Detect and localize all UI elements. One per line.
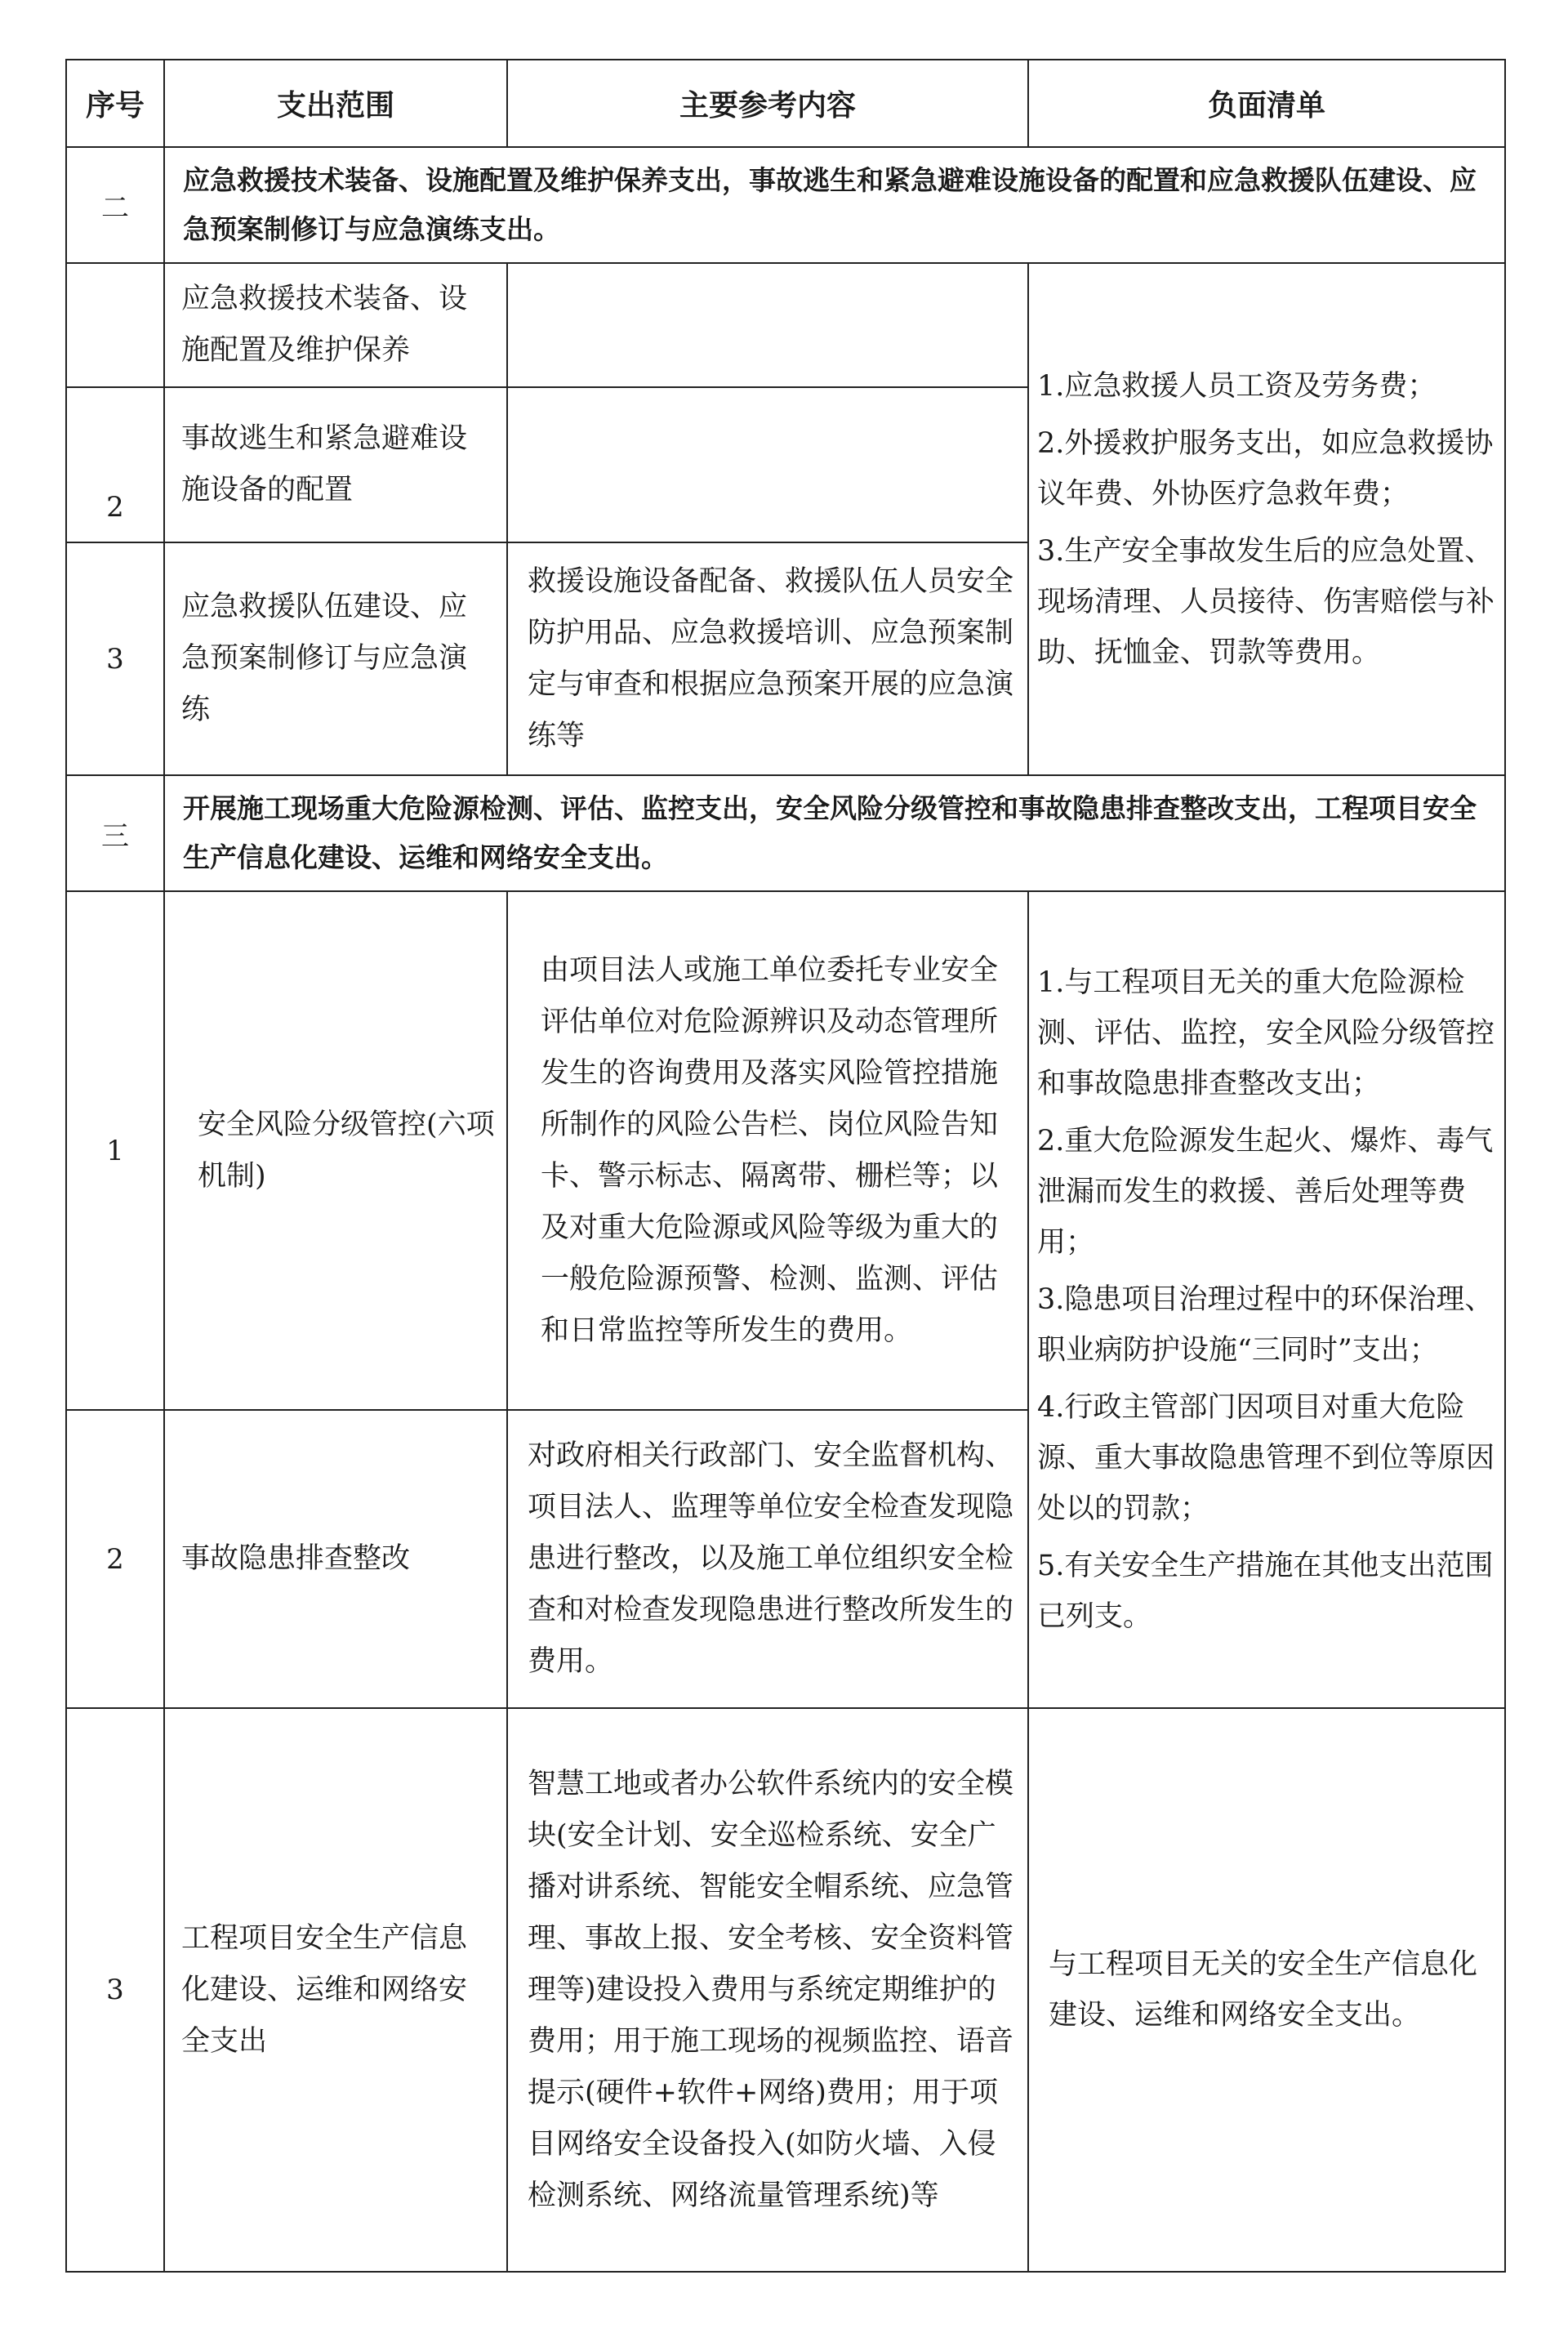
row-negative (1028, 891, 1505, 1708)
section-number: 三 (66, 775, 164, 891)
table-row (66, 263, 1505, 387)
row-scope: 安全风险分级管控(六项机制) (164, 891, 507, 1410)
section-title: 应急救援技术装备、设施配置及维护保养支出，事故逃生和紧急避难设施设备的配置和应急救援队伍建设、应急预案制修订与应急演练支出。 (164, 147, 1505, 263)
table-row (66, 891, 1505, 1410)
expense-table (65, 59, 1506, 2273)
row-negative (1028, 263, 1505, 775)
section-title-row (66, 775, 1505, 891)
row-number: 3 (66, 542, 164, 775)
negative-item: 1.与工程项目无关的重大危险源检测、评估、监控，安全风险分级管控和事故隐患排查整改支出； (1037, 966, 1495, 1100)
row-number: 2 (66, 387, 164, 542)
negative-item: 2.重大危险源发生起火、爆炸、毒气泄漏而发生的救援、善后处理等费用； (1037, 1125, 1494, 1259)
table-row (66, 1708, 1505, 2272)
row-number: 1 (66, 891, 164, 1410)
row-ref: 救援设施设备配备、救援队伍人员安全防护用品、应急救援培训、应急预案制定与审查和根据应急预案开展的应急演练等 (507, 542, 1028, 775)
row-scope: 事故隐患排查整改 (164, 1410, 507, 1708)
row-number: 3 (66, 1708, 164, 2272)
negative-item: 3.隐患项目治理过程中的环保治理、职业病防护设施“三同时”支出； (1037, 1283, 1494, 1367)
negative-item: 4.行政主管部门因项目对重大危险源、重大事故隐患管理不到位等原因处以的罚款； (1037, 1391, 1495, 1525)
section-title-row (66, 147, 1505, 263)
negative-item: 3.生产安全事故发生后的应急处置、现场清理、人员接待、伤害赔偿与补助、抚恤金、罚款等费用。 (1037, 534, 1495, 669)
row-ref: 由项目法人或施工单位委托专业安全评估单位对危险源辨识及动态管理所发生的咨询费用及落实风险管控措施所制作的风险公告栏、岗位风险告知卡、警示标志、隔离带、栅栏等；以及对重大危险源或风险等级为重大的一般危险源预警、检测、监测、评估和日常监控等所发生的费用。 (507, 891, 1028, 1410)
negative-item: 2.外援救护服务支出，如应急救援协议年费、外协医疗急救年费； (1037, 426, 1494, 511)
negative-item: 1.应急救援人员工资及劳务费； (1037, 369, 1437, 403)
row-ref: 智慧工地或者办公软件系统内的安全模块(安全计划、安全巡检系统、安全广播对讲系统、智能安全帽系统、应急管理、事故上报、安全考核、安全资料管理等)建设投入费用与系统定期维护的费用；用于施工现场的视频监控、语音提示(硬件+软件+网络)费用；用于项目网络安全设备投入(如防火墙、入侵检测系统、网络流量管理系统)等 (507, 1708, 1028, 2272)
row-number: 2 (66, 1410, 164, 1708)
negative-item: 5.有关安全生产措施在其他支出范围已列支。 (1037, 1550, 1494, 1633)
row-ref (507, 387, 1028, 542)
row-ref: 对政府相关行政部门、安全监督机构、项目法人、监理等单位安全检查发现隐患进行整改，以及施工单位组织安全检查和对检查发现隐患进行整改所发生的费用。 (507, 1410, 1028, 1708)
row-scope: 事故逃生和紧急避难设施设备的配置 (164, 387, 507, 542)
header-ref: 主要参考内容 (507, 60, 1028, 147)
header-scope: 支出范围 (164, 60, 507, 147)
row-ref (507, 263, 1028, 387)
table-header-row (66, 60, 1505, 147)
row-number (66, 263, 164, 387)
section-number: 二 (66, 147, 164, 263)
header-no: 序号 (66, 60, 164, 147)
section-title: 开展施工现场重大危险源检测、评估、监控支出，安全风险分级管控和事故隐患排查整改支出，工程项目安全生产信息化建设、运维和网络安全支出。 (164, 775, 1505, 891)
row-negative: 与工程项目无关的安全生产信息化建设、运维和网络安全支出。 (1028, 1708, 1505, 2272)
row-scope: 工程项目安全生产信息化建设、运维和网络安全支出 (164, 1708, 507, 2272)
row-scope: 应急救援队伍建设、应急预案制修订与应急演练 (164, 542, 507, 775)
header-negative: 负面清单 (1028, 60, 1505, 147)
row-scope: 应急救援技术装备、设施配置及维护保养 (164, 263, 507, 387)
